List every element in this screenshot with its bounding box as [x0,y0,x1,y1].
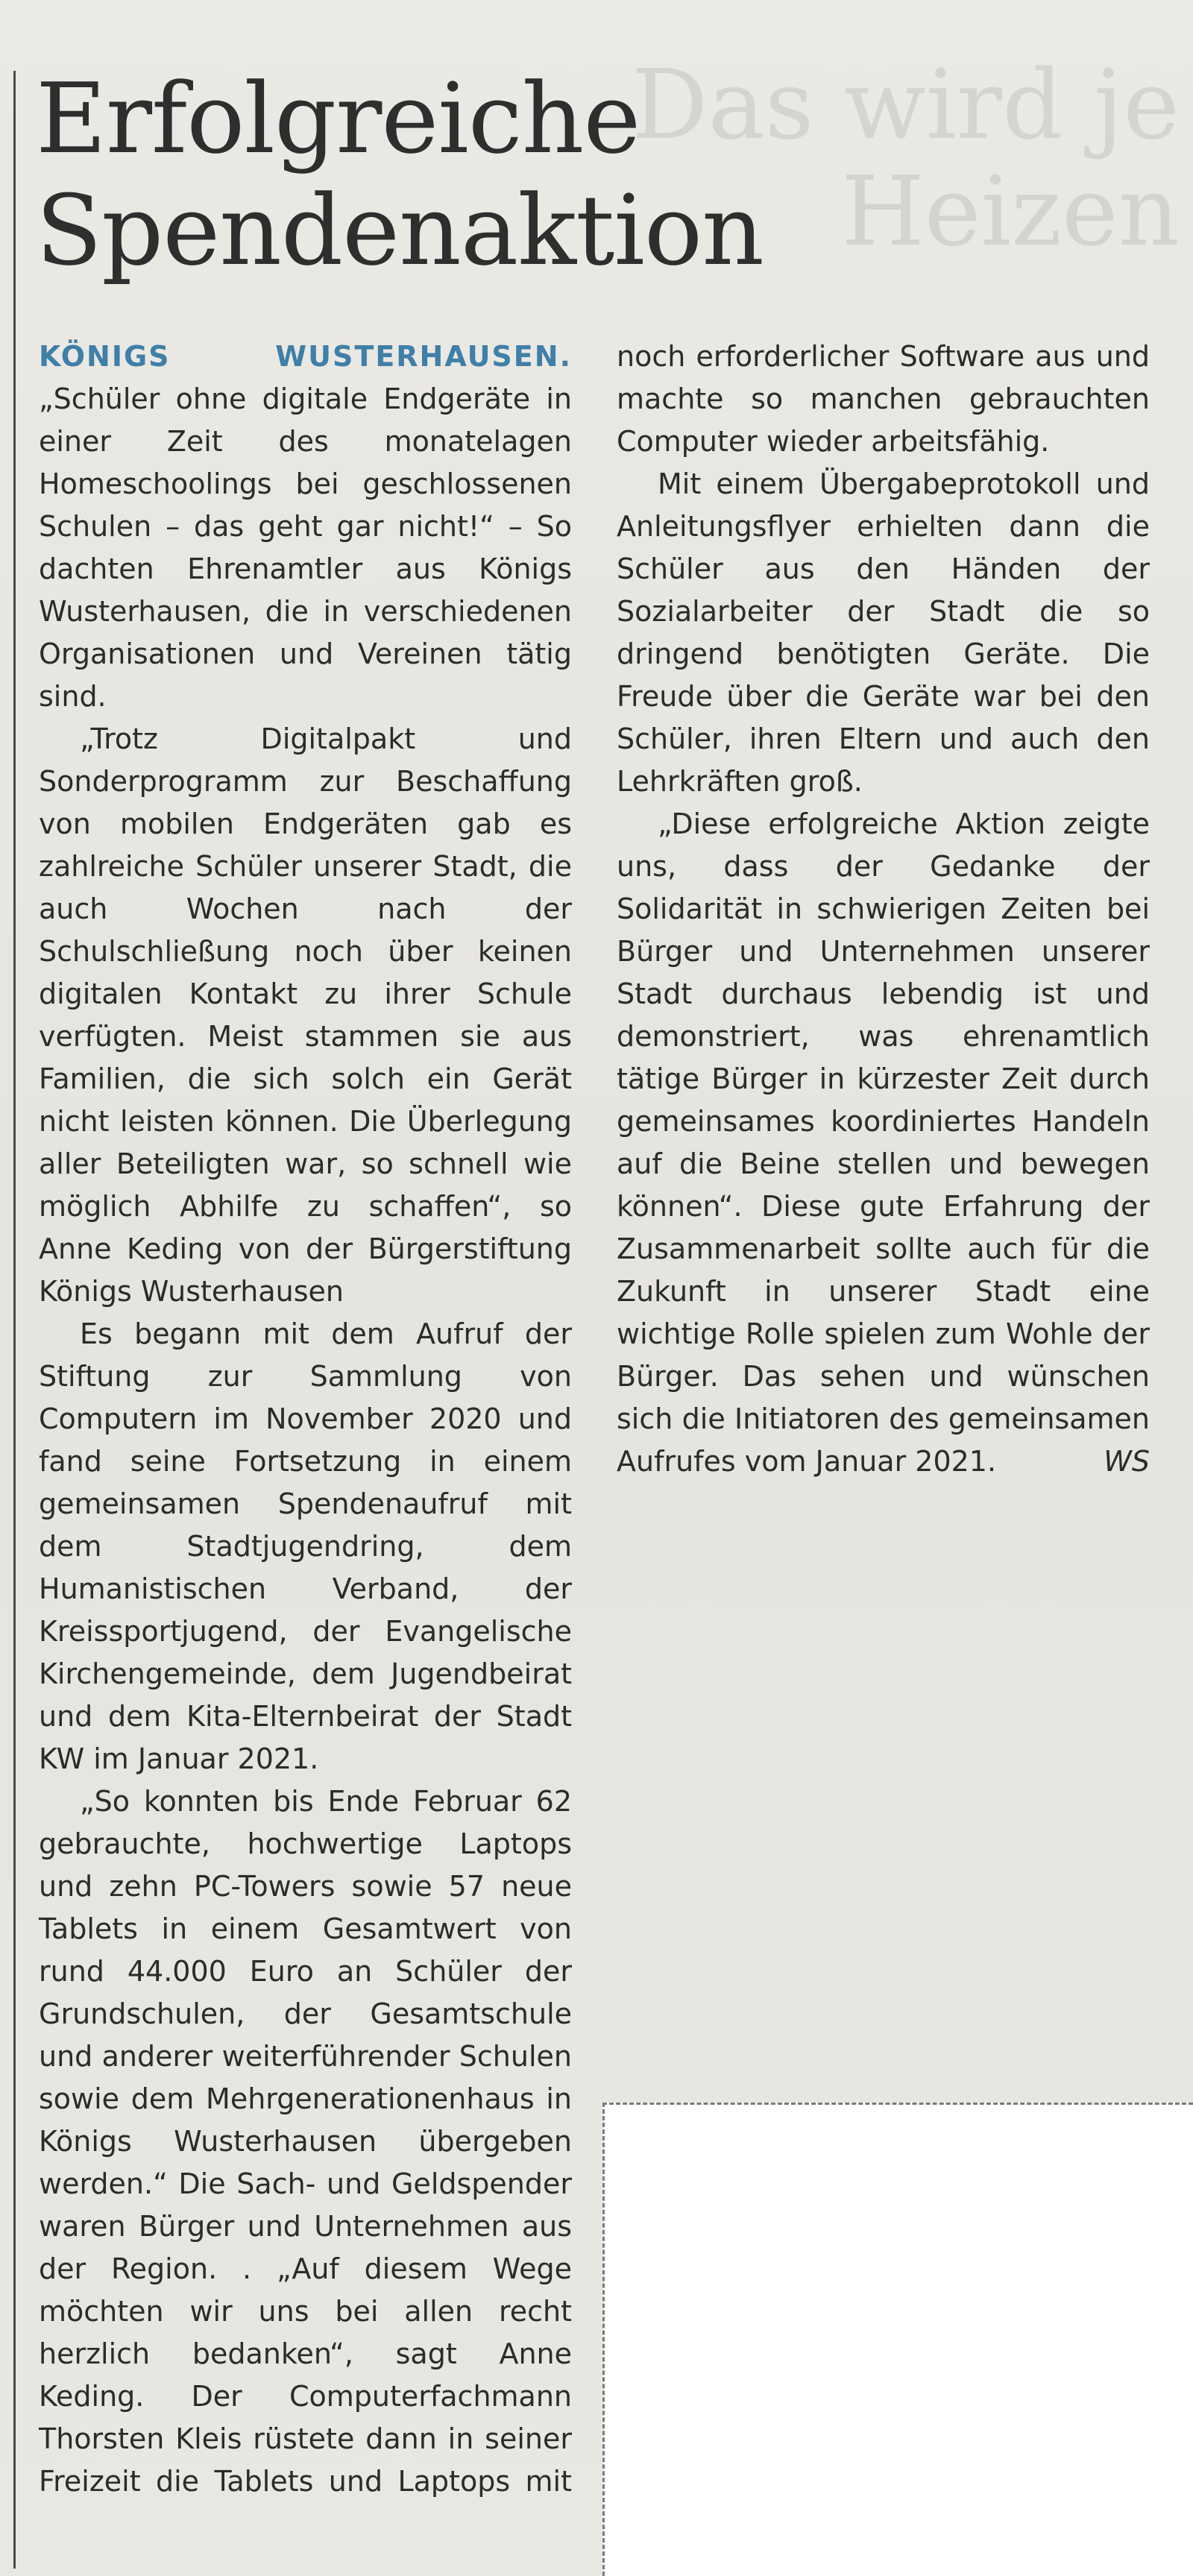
paragraph-1-text: „Schüler ohne digitale Endgeräte in einer Zeit des monatelagen Homeschoolings bei geschlossenen Schulen – das geht gar nicht!“ – So dachten Ehrenamtler aus Königs Wusterhausen, die in verschiedenen Organisationen und Vereinen tätig sind. [39,382,572,713]
bleed-through-line-2: Heizen [841,157,1180,268]
paragraph-6 [617,803,1150,1483]
paragraph-6-text: „Diese erfolgreiche Aktion zeigte uns, dass der Gedanke der Solidarität in schwierigen Zeiten bei Bürger und Unternehmen unserer Stadt durchaus lebendig ist und demonstriert, was ehrenamtlich tätige Bürger in kürzester Zeit durch gemeinsames koordiniertes Handeln auf die Beine stellen und bewegen können“. Diese gute Erfahrung der Zusammenarbeit sollte auch für die Zukunft in unserer Stadt eine wichtige Rolle spielen zum Wohle der Bürger. Das sehen und wünschen sich die Initiatoren des gemeinsamen Aufrufes vom Januar 2021. [617,807,1150,1478]
headline [36,63,931,286]
blank-cutout-area [602,2103,1193,2576]
headline-line-2: Spendenaktion [36,173,764,287]
byline: WS [1104,1445,1150,1478]
paragraph-3: Es begann mit dem Aufruf der Stiftung zur Sammlung von Computern im November 2020 und fand seine Fortsetzung in einem gemeinsamen Spendenaufruf mit dem Stadtjugendring, dem Humanistischen Verband, der Kreissportjugend, der Evangelische Kirchengemeinde, dem Jugendbeirat und dem Kita-Elternbeirat der Stadt KW im Januar 2021. [39,1317,572,1775]
paragraph-1 [39,336,572,718]
headline-line-1: Erfolgreiche [36,62,640,175]
paragraph-4: „So konnten bis Ende Februar 62 gebrauchte, hochwertige Laptops und zehn PC-Towers sowie 57 neue Tablets in einem Gesamtwert von rund 44.000 Euro an Schüler der Grundschulen, der Gesamtschule und anderer weiterführender Schulen sowie dem Mehrgenerationenhaus in Königs Wusterhausen übergeben werden.“ Die Sach- und Geldspender waren Bürger und Unternehmen aus der Region. . „Auf diesem Wege möchten wir uns bei allen recht herzlich bedanken“, sagt Anne Keding. Der Computerfachmann Thorsten Kleis rüstete dann in seiner Freizeit die Tablets und Laptops mit noch erforderlicher Software aus und machte so manchen gebrauchten Computer wieder arbeitsfähig. [39,340,1150,2498]
paragraph-5: Mit einem Übergabeprotokoll und Anleitungsflyer erhielten dann die Schüler aus den Händen der Sozialarbeiter der Stadt die so dringend benötigten Geräte. Die Freude über die Geräte war bei den Schüler, ihren Eltern und auch den Lehrkräften groß. [617,467,1150,798]
paragraph-2: „Trotz Digitalpakt und Sonderprogramm zur Beschaffung von mobilen Endgeräten gab es zahlreiche Schüler unserer Stadt, die auch Wochen nach der Schulschließung noch über keinen digitalen Kontakt zu ihrer Schule verfügten. Meist stammen sie aus Familien, die sich solch ein Gerät nicht leisten können. Die Überlegung aller Beteiligten war, so schnell wie möglich Abhilfe zu schaffen“, so Anne Keding von der Bürgerstiftung Königs Wusterhausen [39,722,572,1308]
column-rule [13,71,16,2569]
bleed-through-line-1: Das wird je [631,50,1180,161]
dateline: KÖNIGS WUSTERHAUSEN. [39,340,572,373]
